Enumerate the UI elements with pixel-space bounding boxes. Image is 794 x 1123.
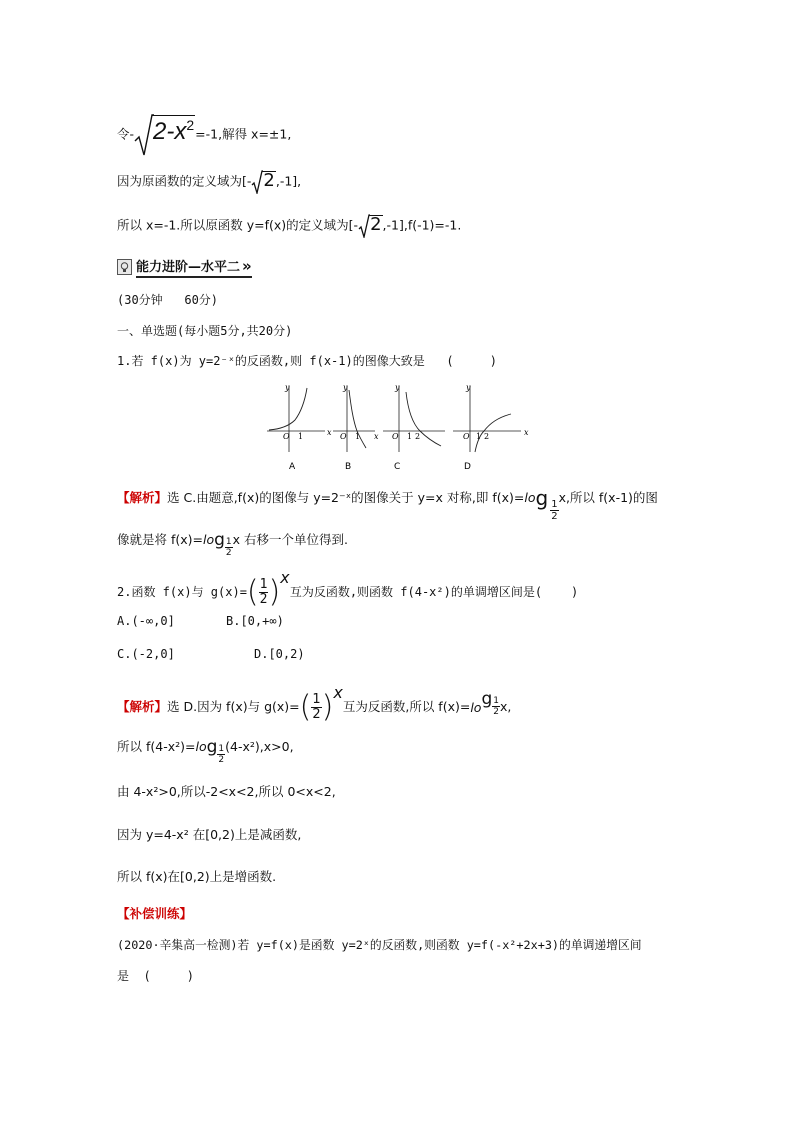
origin-label: O <box>340 432 347 441</box>
tick-one: 1 <box>407 432 413 441</box>
time-limit: (30分钟 60分) <box>117 293 219 307</box>
text-prefix: 因为原函数的定义域为[- <box>117 173 252 189</box>
option-b: B.[0,+∞) <box>226 614 284 628</box>
answer-1-line-1 <box>117 486 658 522</box>
section-title: 能力进阶—水平二 <box>136 260 241 275</box>
origin-label: O <box>392 432 399 441</box>
origin-label: O <box>463 432 470 441</box>
tick-one: 1 <box>355 432 361 441</box>
solution-line-3 <box>117 214 461 238</box>
tick-two: 2 <box>415 432 421 441</box>
answer-text: x,所以 f(x-1)的图 <box>558 490 658 505</box>
solution-line-2 <box>117 170 301 194</box>
text-prefix: 令- <box>117 126 135 142</box>
graph-d-label: D <box>464 462 471 472</box>
radical-sign <box>134 113 154 157</box>
x-label: x <box>327 428 332 437</box>
answer-text: 互为反函数,所以 f(x)= <box>342 699 471 715</box>
graph-a <box>267 383 332 472</box>
log-symbol: lo g $\frac{1}{2}$ <box>470 688 499 717</box>
x-label: x <box>374 432 379 441</box>
question-text: 2.函数 f(x)与 g(x)= <box>117 585 247 599</box>
answer-text: 选 C.由题意,f(x)的图像与 y=2⁻ˣ的图像关于 y=x 对称,即 f(x)= <box>167 490 525 505</box>
radicand: 2 <box>370 213 382 235</box>
analysis-tag: 【解析】 <box>117 490 168 505</box>
answer-2-line-4: 因为 y=4-x² 在[0,2)上是减函数, <box>117 827 302 842</box>
section-header <box>117 256 252 278</box>
fraction-half: $\frac{1}{2}$ <box>259 577 268 607</box>
solution-line-1 <box>117 113 291 157</box>
sqrt-two <box>251 170 275 194</box>
answer-2-line-1: 【解析】选 D.因为 f(x)与 g(x)=( $\frac{1}{2}$ )$^x$互为反函数,所以 f(x)= lo g $\frac{1}{2}$ x, <box>117 683 512 725</box>
text-suffix: ,-1],f(-1)=-1. <box>382 217 462 233</box>
text-prefix: 所以 x=-1.所以原函数 y=f(x)的定义域为[- <box>117 217 359 233</box>
tick-one: 1 <box>298 432 304 441</box>
answer-text: x 右移一个单位得到. <box>232 532 349 547</box>
tick-one: 1 <box>476 432 482 441</box>
log-symbol: lo g $\frac{1}{2}$ <box>195 737 225 765</box>
graph-c <box>383 383 445 472</box>
answer-text: (4-x²),x>0, <box>225 739 294 754</box>
analysis-tag: 【解析】 <box>117 699 168 715</box>
option-c: C.(-2,0] <box>117 647 175 661</box>
origin-label: O <box>283 432 290 441</box>
question-1: 1.若 f(x)为 y=2⁻ˣ的反函数,则 f(x-1)的图像大致是 ( ) <box>117 354 497 368</box>
sqrt-two <box>358 214 382 238</box>
y-label: y <box>285 383 290 392</box>
radicand: 2 <box>263 169 275 191</box>
exponent: x <box>280 568 290 587</box>
graph-a-label: A <box>289 462 296 472</box>
y-label: y <box>466 383 471 392</box>
text-suffix: =-1,解得 x=±1, <box>195 126 292 142</box>
graph-b-label: B <box>345 462 352 472</box>
section-arrows: » <box>242 256 252 275</box>
y-label: y <box>343 383 348 392</box>
radicand: 2-x <box>153 117 187 145</box>
supplementary-question-cont: 是 ( ) <box>117 969 195 983</box>
option-d: D.[0,2) <box>254 647 305 661</box>
answer-2-line-5: 所以 f(x)在[0,2)上是增函数. <box>117 869 277 884</box>
answer-text: 像就是将 f(x)= <box>117 532 203 547</box>
x-label: x <box>524 428 529 437</box>
supplementary-tag: 【补偿训练】 <box>117 906 193 921</box>
exponent: x <box>333 683 343 702</box>
question-text: 互为反函数,则函数 f(4-x²)的单调增区间是( ) <box>289 585 579 599</box>
answer-text: x, <box>499 699 512 715</box>
answer-2-line-2 <box>117 738 294 765</box>
question-1-graphs <box>263 380 533 475</box>
answer-2-line-3: 由 4-x²>0,所以-2<x<2,所以 0<x<2, <box>117 784 336 799</box>
log-symbol: lo g $\frac{1}{2}$ <box>524 486 558 522</box>
text-suffix: ,-1], <box>275 173 302 189</box>
option-a: A.(-∞,0] <box>117 614 175 628</box>
answer-1-line-2 <box>117 531 348 558</box>
fraction-half: $\frac{1}{2}$ <box>312 692 321 723</box>
answer-text: 所以 f(4-x²)= <box>117 739 196 754</box>
answer-text: 选 D.因为 f(x)与 g(x)= <box>167 699 300 715</box>
supplementary-question: (2020·辛集高一检测)若 y=f(x)是函数 y=2ˣ的反函数,则函数 y=f(-x²+2x+3)的单调递增区间 <box>117 938 642 952</box>
tick-two: 2 <box>484 432 490 441</box>
radicand-exponent: 2 <box>186 116 195 133</box>
question-2: 2.函数 f(x)与 g(x)=( $\frac{1}{2}$ )$^x$互为反函数,则函数 f(4-x²)的单调增区间是( ) <box>117 568 579 610</box>
graph-b <box>333 383 379 472</box>
graph-c-label: C <box>394 462 401 472</box>
lightbulb-icon <box>117 259 132 275</box>
sqrt-expression <box>134 113 195 157</box>
part-heading: 一、单选题(每小题5分,共20分) <box>117 324 293 338</box>
y-label: y <box>395 383 400 392</box>
log-symbol: lo g $\frac{1}{2}$ <box>203 530 232 558</box>
graph-d <box>453 383 529 472</box>
